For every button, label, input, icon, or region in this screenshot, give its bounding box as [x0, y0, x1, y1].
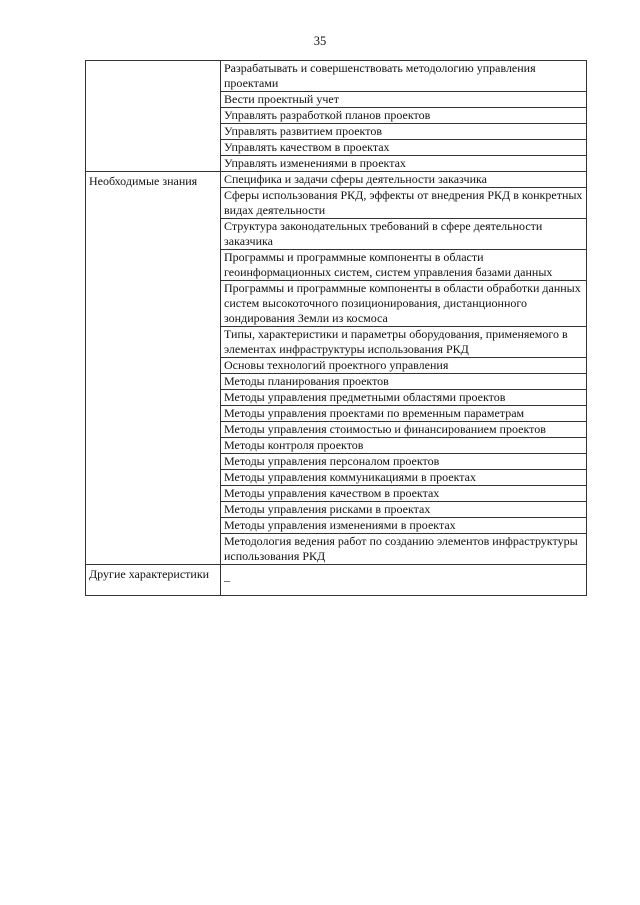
- item-text: Методы управления коммуникациями в проектах: [224, 470, 477, 484]
- item-cell: [221, 327, 587, 358]
- item-cell: [221, 250, 587, 281]
- item-text: Методы управления качеством в проектах: [224, 486, 440, 500]
- item-text: Методы управления предметными областями проектов: [224, 390, 506, 404]
- item-text: Методы управления стоимостью и финансированием проектов: [224, 422, 546, 436]
- item-cell: [221, 358, 587, 374]
- item-text: –: [224, 572, 230, 587]
- item-cell: [221, 172, 587, 188]
- item-text: Методы контроля проектов: [224, 438, 364, 452]
- item-cell: [221, 470, 587, 486]
- item-text: Специфика и задачи сферы деятельности заказчика: [224, 172, 487, 186]
- section-label-cell: [86, 172, 221, 565]
- table-row: [86, 172, 587, 188]
- item-cell: [221, 61, 587, 92]
- item-cell: [221, 422, 587, 438]
- item-text: Сферы использования РКД, эффекты от внедрения РКД в конкретных видах деятельности: [224, 188, 583, 217]
- item-cell: [221, 374, 587, 390]
- table-row: [86, 565, 587, 596]
- item-text: Типы, характеристики и параметры оборудования, применяемого в элементах инфраструктуры использования РКД: [224, 327, 568, 356]
- item-cell: [221, 140, 587, 156]
- item-cell: [221, 156, 587, 172]
- section-label-cell: [86, 565, 221, 596]
- section-label: [89, 61, 217, 63]
- item-cell: [221, 92, 587, 108]
- item-cell: [221, 486, 587, 502]
- item-cell: [221, 281, 587, 327]
- item-text: Основы технологий проектного управления: [224, 358, 449, 372]
- item-cell: [221, 124, 587, 140]
- item-cell: [221, 534, 587, 565]
- item-text: Вести проектный учет: [224, 92, 339, 106]
- item-text: Методы управления персоналом проектов: [224, 454, 440, 468]
- section-label: Необходимые знания: [89, 174, 198, 188]
- item-cell: [221, 438, 587, 454]
- item-cell: [221, 390, 587, 406]
- item-text: Управлять развитием проектов: [224, 124, 382, 138]
- item-text: Программы и программные компоненты в области обработки данных систем высокоточного позиционирования, дистанционного зондирования Земли из космоса: [224, 281, 581, 325]
- section-label-cell: [86, 61, 221, 172]
- table-row: [86, 61, 587, 92]
- item-text: Методы управления рисками в проектах: [224, 502, 431, 516]
- item-cell: [221, 188, 587, 219]
- item-cell: [221, 565, 587, 596]
- item-cell: [221, 108, 587, 124]
- item-text: Методология ведения работ по созданию элементов инфраструктуры использования РКД: [224, 534, 578, 563]
- item-text: Методы управления изменениями в проектах: [224, 518, 456, 532]
- item-text: Структура законодательных требований в сфере деятельности заказчика: [224, 219, 543, 248]
- page-number: 35: [313, 34, 327, 48]
- requirements-table: [85, 60, 587, 596]
- item-text: Управлять качеством в проектах: [224, 140, 390, 154]
- section-label: Другие характеристики: [89, 567, 210, 581]
- item-cell: [221, 454, 587, 470]
- item-cell: [221, 502, 587, 518]
- item-cell: [221, 518, 587, 534]
- item-cell: [221, 219, 587, 250]
- item-text: Программы и программные компоненты в области геоинформационных систем, систем управления базами данных: [224, 250, 553, 279]
- item-text: Методы планирования проектов: [224, 374, 389, 388]
- item-text: Управлять изменениями в проектах: [224, 156, 406, 170]
- item-text: Разрабатывать и совершенствовать методологию управления проектами: [224, 61, 536, 90]
- item-text: Управлять разработкой планов проектов: [224, 108, 431, 122]
- item-text: Методы управления проектами по временным параметрам: [224, 406, 525, 420]
- item-cell: [221, 406, 587, 422]
